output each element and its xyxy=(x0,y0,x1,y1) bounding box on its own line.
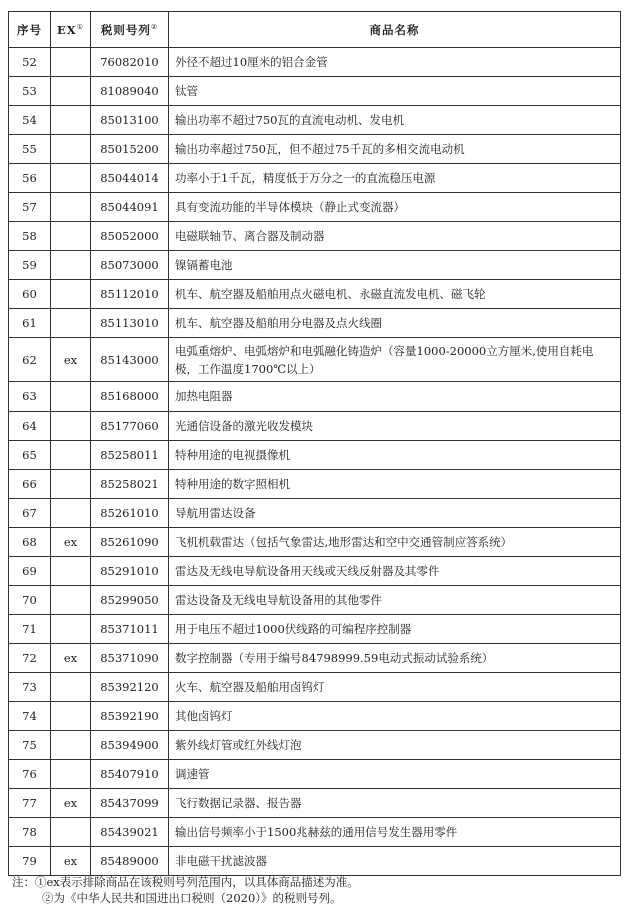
table-row xyxy=(9,469,621,498)
row-name: 具有变流功能的半导体模块（静止式变流器） xyxy=(169,193,621,222)
header-seq: 序号 xyxy=(9,12,51,48)
table-row xyxy=(9,847,621,876)
row-code: 85261090 xyxy=(91,527,169,556)
row-ex xyxy=(51,48,91,77)
row-name: 功率小于1千瓦，精度低于万分之一的直流稳压电源 xyxy=(169,164,621,193)
row-code: 85371090 xyxy=(91,643,169,672)
row-ex xyxy=(51,382,91,411)
row-seq: 77 xyxy=(9,789,51,818)
row-ex: ex xyxy=(51,338,91,382)
table-row xyxy=(9,77,621,106)
row-name: 镍镉蓄电池 xyxy=(169,251,621,280)
table-row xyxy=(9,789,621,818)
row-ex xyxy=(51,760,91,789)
row-seq: 78 xyxy=(9,818,51,847)
row-ex xyxy=(51,498,91,527)
row-seq: 58 xyxy=(9,222,51,251)
row-code: 85261010 xyxy=(91,498,169,527)
row-ex xyxy=(51,106,91,135)
row-name: 输出信号频率小于1500兆赫兹的通用信号发生器用零件 xyxy=(169,818,621,847)
row-ex xyxy=(51,556,91,585)
row-code: 85113010 xyxy=(91,309,169,338)
row-name: 机车、航空器及船舶用分电器及点火线圈 xyxy=(169,309,621,338)
row-seq: 69 xyxy=(9,556,51,585)
row-code: 85044014 xyxy=(91,164,169,193)
header-ex-footnote-mark: ① xyxy=(76,22,84,31)
table-row xyxy=(9,760,621,789)
row-ex xyxy=(51,440,91,469)
table-row xyxy=(9,193,621,222)
row-ex: ex xyxy=(51,527,91,556)
row-name: 机车、航空器及船舶用点火磁电机、永磁直流发电机、磁飞轮 xyxy=(169,280,621,309)
header-name: 商品名称 xyxy=(169,12,621,48)
row-seq: 57 xyxy=(9,193,51,222)
row-name: 加热电阻器 xyxy=(169,382,621,411)
row-seq: 75 xyxy=(9,731,51,760)
row-name: 钛管 xyxy=(169,77,621,106)
table-row xyxy=(9,164,621,193)
row-name: 飞机机载雷达（包括气象雷达,地形雷达和空中交通管制应答系统） xyxy=(169,527,621,556)
row-code: 85168000 xyxy=(91,382,169,411)
row-seq: 64 xyxy=(9,411,51,440)
row-code: 85044091 xyxy=(91,193,169,222)
header-ex: EX① xyxy=(51,12,91,48)
table-body xyxy=(9,48,621,876)
row-code: 85177060 xyxy=(91,411,169,440)
table-row xyxy=(9,440,621,469)
row-seq: 59 xyxy=(9,251,51,280)
row-ex xyxy=(51,672,91,701)
row-code: 85258021 xyxy=(91,469,169,498)
row-seq: 70 xyxy=(9,585,51,614)
row-seq: 76 xyxy=(9,760,51,789)
row-code: 76082010 xyxy=(91,48,169,77)
row-name: 非电磁干扰滤波器 xyxy=(169,847,621,876)
header-code: 税则号列② xyxy=(91,12,169,48)
row-code: 81089040 xyxy=(91,77,169,106)
row-name: 火车、航空器及船舶用卤钨灯 xyxy=(169,672,621,701)
row-code: 85489000 xyxy=(91,847,169,876)
row-code: 85258011 xyxy=(91,440,169,469)
row-seq: 67 xyxy=(9,498,51,527)
row-code: 85299050 xyxy=(91,585,169,614)
row-seq: 62 xyxy=(9,338,51,382)
row-name: 外径不超过10厘米的铝合金管 xyxy=(169,48,621,77)
row-seq: 66 xyxy=(9,469,51,498)
row-name: 用于电压不超过1000伏线路的可编程序控制器 xyxy=(169,614,621,643)
row-ex: ex xyxy=(51,847,91,876)
row-seq: 72 xyxy=(9,643,51,672)
row-code: 85394900 xyxy=(91,731,169,760)
row-seq: 74 xyxy=(9,701,51,730)
table-row xyxy=(9,338,621,382)
row-seq: 55 xyxy=(9,135,51,164)
table-row xyxy=(9,309,621,338)
table-row xyxy=(9,106,621,135)
row-name: 电磁联轴节、离合器及制动器 xyxy=(169,222,621,251)
table-row xyxy=(9,527,621,556)
row-name: 飞行数据记录器、报告器 xyxy=(169,789,621,818)
table-row xyxy=(9,643,621,672)
row-name: 雷达及无线电导航设备用天线或天线反射器及其零件 xyxy=(169,556,621,585)
table-header-row xyxy=(9,12,621,48)
row-code: 85439021 xyxy=(91,818,169,847)
row-ex xyxy=(51,701,91,730)
table-row xyxy=(9,701,621,730)
table-row xyxy=(9,251,621,280)
table-row xyxy=(9,731,621,760)
row-ex xyxy=(51,469,91,498)
row-code: 85013100 xyxy=(91,106,169,135)
row-ex: ex xyxy=(51,789,91,818)
row-name: 电弧重熔炉、电弧熔炉和电弧融化铸造炉（容量1000-20000立方厘米,使用自耗电极，工作温度1700℃以上） xyxy=(169,338,621,382)
row-ex xyxy=(51,193,91,222)
row-ex xyxy=(51,309,91,338)
table-row xyxy=(9,382,621,411)
row-name: 特种用途的数字照相机 xyxy=(169,469,621,498)
row-code: 85112010 xyxy=(91,280,169,309)
footnote-2: ②为《中华人民共和国进出口税则（2020）》的税则号列。 xyxy=(42,891,342,905)
row-seq: 71 xyxy=(9,614,51,643)
goods-table xyxy=(8,11,621,876)
row-name: 特种用途的电视摄像机 xyxy=(169,440,621,469)
row-seq: 56 xyxy=(9,164,51,193)
row-code: 85143000 xyxy=(91,338,169,382)
row-code: 85371011 xyxy=(91,614,169,643)
row-ex xyxy=(51,614,91,643)
row-ex xyxy=(51,77,91,106)
row-seq: 60 xyxy=(9,280,51,309)
row-name: 紫外线灯管或红外线灯泡 xyxy=(169,731,621,760)
table-row xyxy=(9,280,621,309)
table-row xyxy=(9,135,621,164)
row-code: 85291010 xyxy=(91,556,169,585)
row-code: 85407910 xyxy=(91,760,169,789)
row-code: 85437099 xyxy=(91,789,169,818)
table-row xyxy=(9,585,621,614)
table-row xyxy=(9,498,621,527)
footnote-1: 注：①ex表示排除商品在该税则号列范围内，以具体商品描述为准。 xyxy=(12,875,359,889)
table-row xyxy=(9,48,621,77)
row-ex xyxy=(51,251,91,280)
table-row xyxy=(9,614,621,643)
row-ex xyxy=(51,222,91,251)
row-name: 输出功率不超过750瓦的直流电动机、发电机 xyxy=(169,106,621,135)
row-ex xyxy=(51,818,91,847)
table-row xyxy=(9,818,621,847)
row-ex xyxy=(51,585,91,614)
row-ex: ex xyxy=(51,643,91,672)
row-seq: 65 xyxy=(9,440,51,469)
table-row xyxy=(9,222,621,251)
row-name: 输出功率超过750瓦，但不超过75千瓦的多相交流电动机 xyxy=(169,135,621,164)
row-seq: 61 xyxy=(9,309,51,338)
row-name: 数字控制器（专用于编号84798999.59电动式振动试验系统） xyxy=(169,643,621,672)
row-name: 光通信设备的激光收发模块 xyxy=(169,411,621,440)
row-code: 85392190 xyxy=(91,701,169,730)
row-seq: 54 xyxy=(9,106,51,135)
row-ex xyxy=(51,280,91,309)
footnotes xyxy=(12,874,359,906)
table-row xyxy=(9,556,621,585)
row-ex xyxy=(51,135,91,164)
row-name: 雷达设备及无线电导航设备用的其他零件 xyxy=(169,585,621,614)
row-seq: 53 xyxy=(9,77,51,106)
row-seq: 73 xyxy=(9,672,51,701)
row-code: 85392120 xyxy=(91,672,169,701)
row-code: 85052000 xyxy=(91,222,169,251)
table-row xyxy=(9,672,621,701)
row-ex xyxy=(51,411,91,440)
table-row xyxy=(9,411,621,440)
row-code: 85015200 xyxy=(91,135,169,164)
row-seq: 68 xyxy=(9,527,51,556)
row-ex xyxy=(51,731,91,760)
row-seq: 63 xyxy=(9,382,51,411)
header-code-footnote-mark: ② xyxy=(150,22,159,31)
row-name: 其他卤钨灯 xyxy=(169,701,621,730)
row-ex xyxy=(51,164,91,193)
row-name: 导航用雷达设备 xyxy=(169,498,621,527)
row-code: 85073000 xyxy=(91,251,169,280)
row-name: 调速管 xyxy=(169,760,621,789)
row-seq: 79 xyxy=(9,847,51,876)
row-seq: 52 xyxy=(9,48,51,77)
